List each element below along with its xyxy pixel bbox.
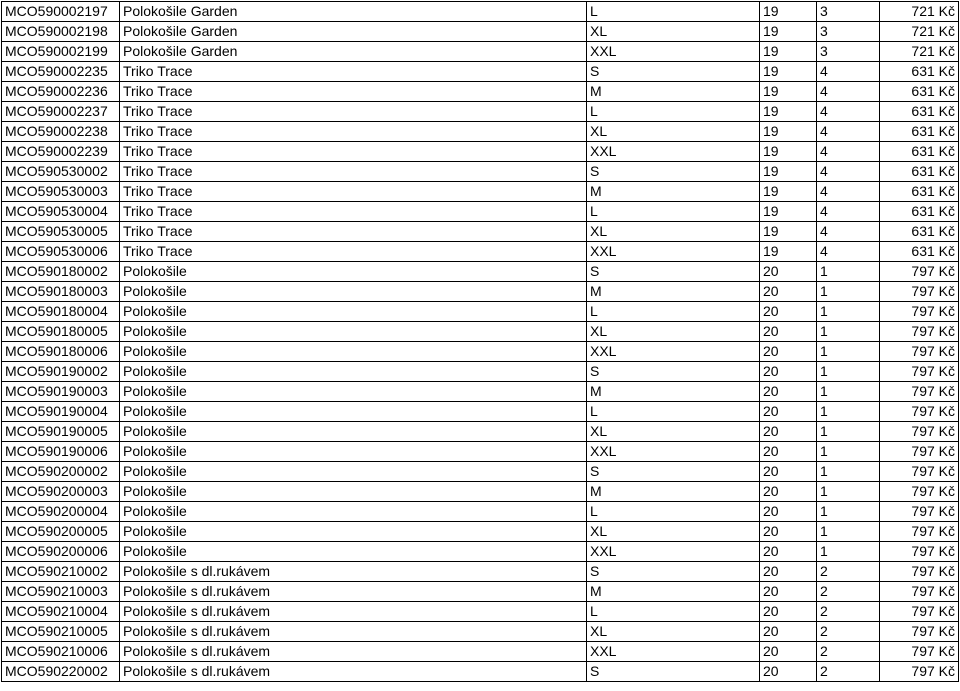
size-cell: L bbox=[587, 302, 760, 322]
product-name-cell: Polokošile Garden bbox=[120, 2, 587, 22]
product-code-cell: MCO590180002 bbox=[2, 262, 120, 282]
product-code-cell: MCO590180004 bbox=[2, 302, 120, 322]
number-a-cell: 19 bbox=[760, 102, 817, 122]
number-b-cell: 4 bbox=[817, 62, 880, 82]
table-row bbox=[2, 202, 959, 222]
table-row bbox=[2, 342, 959, 362]
table-row bbox=[2, 582, 959, 602]
number-a-cell: 20 bbox=[760, 282, 817, 302]
price-cell: 797 Kč bbox=[880, 382, 959, 402]
product-code-cell: MCO590190006 bbox=[2, 442, 120, 462]
product-code-cell: MCO590210004 bbox=[2, 602, 120, 622]
number-a-cell: 20 bbox=[760, 542, 817, 562]
product-code-cell: MCO590200002 bbox=[2, 462, 120, 482]
product-code-cell: MCO590530002 bbox=[2, 162, 120, 182]
number-b-cell: 1 bbox=[817, 482, 880, 502]
number-a-cell: 19 bbox=[760, 22, 817, 42]
product-name-cell: Polokošile bbox=[120, 282, 587, 302]
product-name-cell: Polokošile bbox=[120, 522, 587, 542]
product-name-cell: Polokošile bbox=[120, 502, 587, 522]
product-name-cell: Polokošile s dl.rukávem bbox=[120, 562, 587, 582]
number-b-cell: 2 bbox=[817, 642, 880, 662]
size-cell: XL bbox=[587, 522, 760, 542]
price-cell: 631 Kč bbox=[880, 242, 959, 262]
product-name-cell: Triko Trace bbox=[120, 162, 587, 182]
product-code-cell: MCO590002238 bbox=[2, 122, 120, 142]
price-cell: 631 Kč bbox=[880, 162, 959, 182]
product-code-cell: MCO590180005 bbox=[2, 322, 120, 342]
product-code-cell: MCO590002198 bbox=[2, 22, 120, 42]
number-a-cell: 19 bbox=[760, 142, 817, 162]
number-a-cell: 20 bbox=[760, 622, 817, 642]
table-row bbox=[2, 422, 959, 442]
table-row bbox=[2, 262, 959, 282]
number-a-cell: 20 bbox=[760, 582, 817, 602]
number-a-cell: 19 bbox=[760, 62, 817, 82]
price-cell: 631 Kč bbox=[880, 122, 959, 142]
product-name-cell: Triko Trace bbox=[120, 242, 587, 262]
price-cell: 631 Kč bbox=[880, 82, 959, 102]
number-a-cell: 20 bbox=[760, 462, 817, 482]
number-a-cell: 20 bbox=[760, 662, 817, 682]
number-a-cell: 19 bbox=[760, 122, 817, 142]
number-a-cell: 19 bbox=[760, 162, 817, 182]
number-b-cell: 1 bbox=[817, 502, 880, 522]
product-name-cell: Triko Trace bbox=[120, 82, 587, 102]
number-a-cell: 19 bbox=[760, 2, 817, 22]
number-b-cell: 1 bbox=[817, 302, 880, 322]
number-a-cell: 20 bbox=[760, 362, 817, 382]
size-cell: M bbox=[587, 82, 760, 102]
product-code-cell: MCO590002237 bbox=[2, 102, 120, 122]
number-b-cell: 2 bbox=[817, 662, 880, 682]
price-cell: 797 Kč bbox=[880, 362, 959, 382]
product-name-cell: Polokošile s dl.rukávem bbox=[120, 582, 587, 602]
number-b-cell: 4 bbox=[817, 182, 880, 202]
product-code-cell: MCO590190005 bbox=[2, 422, 120, 442]
number-b-cell: 1 bbox=[817, 342, 880, 362]
number-b-cell: 4 bbox=[817, 122, 880, 142]
table-row bbox=[2, 122, 959, 142]
number-a-cell: 20 bbox=[760, 642, 817, 662]
number-b-cell: 1 bbox=[817, 442, 880, 462]
table-row bbox=[2, 442, 959, 462]
product-name-cell: Polokošile bbox=[120, 402, 587, 422]
number-a-cell: 20 bbox=[760, 562, 817, 582]
number-b-cell: 1 bbox=[817, 282, 880, 302]
number-b-cell: 2 bbox=[817, 582, 880, 602]
price-cell: 797 Kč bbox=[880, 622, 959, 642]
number-b-cell: 1 bbox=[817, 262, 880, 282]
product-name-cell: Polokošile bbox=[120, 322, 587, 342]
table-row bbox=[2, 662, 959, 682]
price-cell: 631 Kč bbox=[880, 142, 959, 162]
number-a-cell: 20 bbox=[760, 602, 817, 622]
number-a-cell: 20 bbox=[760, 442, 817, 462]
size-cell: L bbox=[587, 402, 760, 422]
size-cell: XL bbox=[587, 622, 760, 642]
product-name-cell: Polokošile bbox=[120, 542, 587, 562]
table-row bbox=[2, 462, 959, 482]
product-table-body bbox=[2, 2, 959, 682]
product-code-cell: MCO590530004 bbox=[2, 202, 120, 222]
product-code-cell: MCO590190003 bbox=[2, 382, 120, 402]
number-b-cell: 4 bbox=[817, 202, 880, 222]
product-code-cell: MCO590530006 bbox=[2, 242, 120, 262]
table-row bbox=[2, 222, 959, 242]
price-cell: 797 Kč bbox=[880, 282, 959, 302]
number-b-cell: 4 bbox=[817, 162, 880, 182]
price-cell: 797 Kč bbox=[880, 482, 959, 502]
table-row bbox=[2, 102, 959, 122]
product-code-cell: MCO590210003 bbox=[2, 582, 120, 602]
product-code-cell: MCO590200006 bbox=[2, 542, 120, 562]
size-cell: XL bbox=[587, 222, 760, 242]
size-cell: M bbox=[587, 582, 760, 602]
number-a-cell: 20 bbox=[760, 322, 817, 342]
size-cell: XXL bbox=[587, 642, 760, 662]
product-name-cell: Triko Trace bbox=[120, 62, 587, 82]
price-cell: 797 Kč bbox=[880, 402, 959, 422]
number-a-cell: 20 bbox=[760, 382, 817, 402]
price-cell: 797 Kč bbox=[880, 422, 959, 442]
size-cell: XXL bbox=[587, 542, 760, 562]
price-cell: 631 Kč bbox=[880, 182, 959, 202]
table-row bbox=[2, 382, 959, 402]
number-a-cell: 19 bbox=[760, 242, 817, 262]
price-cell: 797 Kč bbox=[880, 582, 959, 602]
product-name-cell: Polokošile Garden bbox=[120, 22, 587, 42]
number-a-cell: 20 bbox=[760, 482, 817, 502]
number-b-cell: 1 bbox=[817, 542, 880, 562]
table-row bbox=[2, 402, 959, 422]
table-row bbox=[2, 562, 959, 582]
size-cell: S bbox=[587, 262, 760, 282]
table-row bbox=[2, 22, 959, 42]
table-row bbox=[2, 542, 959, 562]
product-name-cell: Polokošile Garden bbox=[120, 42, 587, 62]
size-cell: L bbox=[587, 2, 760, 22]
product-code-cell: MCO590200004 bbox=[2, 502, 120, 522]
price-cell: 631 Kč bbox=[880, 62, 959, 82]
size-cell: S bbox=[587, 462, 760, 482]
product-code-cell: MCO590002199 bbox=[2, 42, 120, 62]
table-row bbox=[2, 522, 959, 542]
size-cell: L bbox=[587, 502, 760, 522]
product-code-cell: MCO590002236 bbox=[2, 82, 120, 102]
product-name-cell: Polokošile s dl.rukávem bbox=[120, 662, 587, 682]
number-b-cell: 1 bbox=[817, 522, 880, 542]
product-name-cell: Triko Trace bbox=[120, 102, 587, 122]
size-cell: S bbox=[587, 562, 760, 582]
size-cell: M bbox=[587, 382, 760, 402]
table-row bbox=[2, 82, 959, 102]
product-name-cell: Triko Trace bbox=[120, 142, 587, 162]
price-cell: 797 Kč bbox=[880, 462, 959, 482]
product-code-cell: MCO590210006 bbox=[2, 642, 120, 662]
product-code-cell: MCO590180006 bbox=[2, 342, 120, 362]
number-a-cell: 20 bbox=[760, 342, 817, 362]
size-cell: M bbox=[587, 482, 760, 502]
price-cell: 721 Kč bbox=[880, 22, 959, 42]
size-cell: L bbox=[587, 202, 760, 222]
number-b-cell: 4 bbox=[817, 82, 880, 102]
table-row bbox=[2, 362, 959, 382]
product-code-cell: MCO590002197 bbox=[2, 2, 120, 22]
number-b-cell: 1 bbox=[817, 402, 880, 422]
product-code-cell: MCO590220002 bbox=[2, 662, 120, 682]
product-code-cell: MCO590200003 bbox=[2, 482, 120, 502]
size-cell: XL bbox=[587, 422, 760, 442]
table-row bbox=[2, 182, 959, 202]
product-name-cell: Polokošile s dl.rukávem bbox=[120, 642, 587, 662]
size-cell: XL bbox=[587, 22, 760, 42]
table-row bbox=[2, 622, 959, 642]
product-code-cell: MCO590530005 bbox=[2, 222, 120, 242]
table-row bbox=[2, 642, 959, 662]
table-row bbox=[2, 482, 959, 502]
product-name-cell: Polokošile bbox=[120, 482, 587, 502]
table-row bbox=[2, 242, 959, 262]
number-b-cell: 1 bbox=[817, 422, 880, 442]
price-cell: 797 Kč bbox=[880, 562, 959, 582]
price-cell: 631 Kč bbox=[880, 202, 959, 222]
size-cell: S bbox=[587, 362, 760, 382]
number-b-cell: 4 bbox=[817, 242, 880, 262]
price-cell: 631 Kč bbox=[880, 102, 959, 122]
size-cell: XL bbox=[587, 122, 760, 142]
product-name-cell: Polokošile bbox=[120, 462, 587, 482]
number-b-cell: 1 bbox=[817, 362, 880, 382]
table-row bbox=[2, 282, 959, 302]
number-a-cell: 20 bbox=[760, 402, 817, 422]
table-row bbox=[2, 42, 959, 62]
product-code-cell: MCO590210002 bbox=[2, 562, 120, 582]
product-name-cell: Triko Trace bbox=[120, 122, 587, 142]
size-cell: S bbox=[587, 662, 760, 682]
number-b-cell: 1 bbox=[817, 382, 880, 402]
product-table bbox=[1, 1, 959, 682]
price-cell: 797 Kč bbox=[880, 602, 959, 622]
size-cell: S bbox=[587, 62, 760, 82]
number-b-cell: 2 bbox=[817, 562, 880, 582]
number-b-cell: 2 bbox=[817, 602, 880, 622]
size-cell: S bbox=[587, 162, 760, 182]
size-cell: M bbox=[587, 282, 760, 302]
table-row bbox=[2, 2, 959, 22]
price-cell: 797 Kč bbox=[880, 542, 959, 562]
product-name-cell: Triko Trace bbox=[120, 202, 587, 222]
number-b-cell: 4 bbox=[817, 222, 880, 242]
price-cell: 797 Kč bbox=[880, 322, 959, 342]
number-b-cell: 2 bbox=[817, 622, 880, 642]
number-a-cell: 20 bbox=[760, 422, 817, 442]
table-row bbox=[2, 162, 959, 182]
number-a-cell: 19 bbox=[760, 82, 817, 102]
product-code-cell: MCO590210005 bbox=[2, 622, 120, 642]
table-row bbox=[2, 302, 959, 322]
product-name-cell: Polokošile bbox=[120, 382, 587, 402]
number-a-cell: 20 bbox=[760, 522, 817, 542]
number-b-cell: 3 bbox=[817, 42, 880, 62]
price-cell: 797 Kč bbox=[880, 502, 959, 522]
price-cell: 721 Kč bbox=[880, 42, 959, 62]
product-code-cell: MCO590190002 bbox=[2, 362, 120, 382]
number-b-cell: 1 bbox=[817, 322, 880, 342]
number-a-cell: 20 bbox=[760, 302, 817, 322]
product-name-cell: Polokošile s dl.rukávem bbox=[120, 622, 587, 642]
number-b-cell: 3 bbox=[817, 22, 880, 42]
table-row bbox=[2, 62, 959, 82]
product-code-cell: MCO590530003 bbox=[2, 182, 120, 202]
price-cell: 631 Kč bbox=[880, 222, 959, 242]
price-cell: 797 Kč bbox=[880, 342, 959, 362]
number-a-cell: 20 bbox=[760, 262, 817, 282]
product-code-cell: MCO590200005 bbox=[2, 522, 120, 542]
product-code-cell: MCO590002239 bbox=[2, 142, 120, 162]
table-row bbox=[2, 602, 959, 622]
price-cell: 797 Kč bbox=[880, 262, 959, 282]
product-name-cell: Polokošile bbox=[120, 262, 587, 282]
price-cell: 797 Kč bbox=[880, 662, 959, 682]
product-name-cell: Polokošile bbox=[120, 422, 587, 442]
size-cell: XXL bbox=[587, 342, 760, 362]
price-cell: 797 Kč bbox=[880, 302, 959, 322]
size-cell: M bbox=[587, 182, 760, 202]
number-b-cell: 4 bbox=[817, 142, 880, 162]
table-row bbox=[2, 322, 959, 342]
product-code-cell: MCO590002235 bbox=[2, 62, 120, 82]
number-b-cell: 4 bbox=[817, 102, 880, 122]
size-cell: L bbox=[587, 602, 760, 622]
table-row bbox=[2, 142, 959, 162]
size-cell: XXL bbox=[587, 142, 760, 162]
price-cell: 721 Kč bbox=[880, 2, 959, 22]
price-cell: 797 Kč bbox=[880, 442, 959, 462]
number-a-cell: 19 bbox=[760, 182, 817, 202]
product-name-cell: Triko Trace bbox=[120, 182, 587, 202]
size-cell: XXL bbox=[587, 242, 760, 262]
number-b-cell: 1 bbox=[817, 462, 880, 482]
product-name-cell: Polokošile bbox=[120, 442, 587, 462]
number-a-cell: 20 bbox=[760, 502, 817, 522]
product-name-cell: Polokošile s dl.rukávem bbox=[120, 602, 587, 622]
product-name-cell: Polokošile bbox=[120, 302, 587, 322]
product-name-cell: Polokošile bbox=[120, 342, 587, 362]
number-a-cell: 19 bbox=[760, 42, 817, 62]
price-cell: 797 Kč bbox=[880, 522, 959, 542]
product-code-cell: MCO590190004 bbox=[2, 402, 120, 422]
product-name-cell: Polokošile bbox=[120, 362, 587, 382]
table-row bbox=[2, 502, 959, 522]
number-b-cell: 3 bbox=[817, 2, 880, 22]
product-code-cell: MCO590180003 bbox=[2, 282, 120, 302]
number-a-cell: 19 bbox=[760, 202, 817, 222]
size-cell: XXL bbox=[587, 442, 760, 462]
size-cell: XXL bbox=[587, 42, 760, 62]
size-cell: XL bbox=[587, 322, 760, 342]
price-cell: 797 Kč bbox=[880, 642, 959, 662]
number-a-cell: 19 bbox=[760, 222, 817, 242]
size-cell: L bbox=[587, 102, 760, 122]
product-name-cell: Triko Trace bbox=[120, 222, 587, 242]
